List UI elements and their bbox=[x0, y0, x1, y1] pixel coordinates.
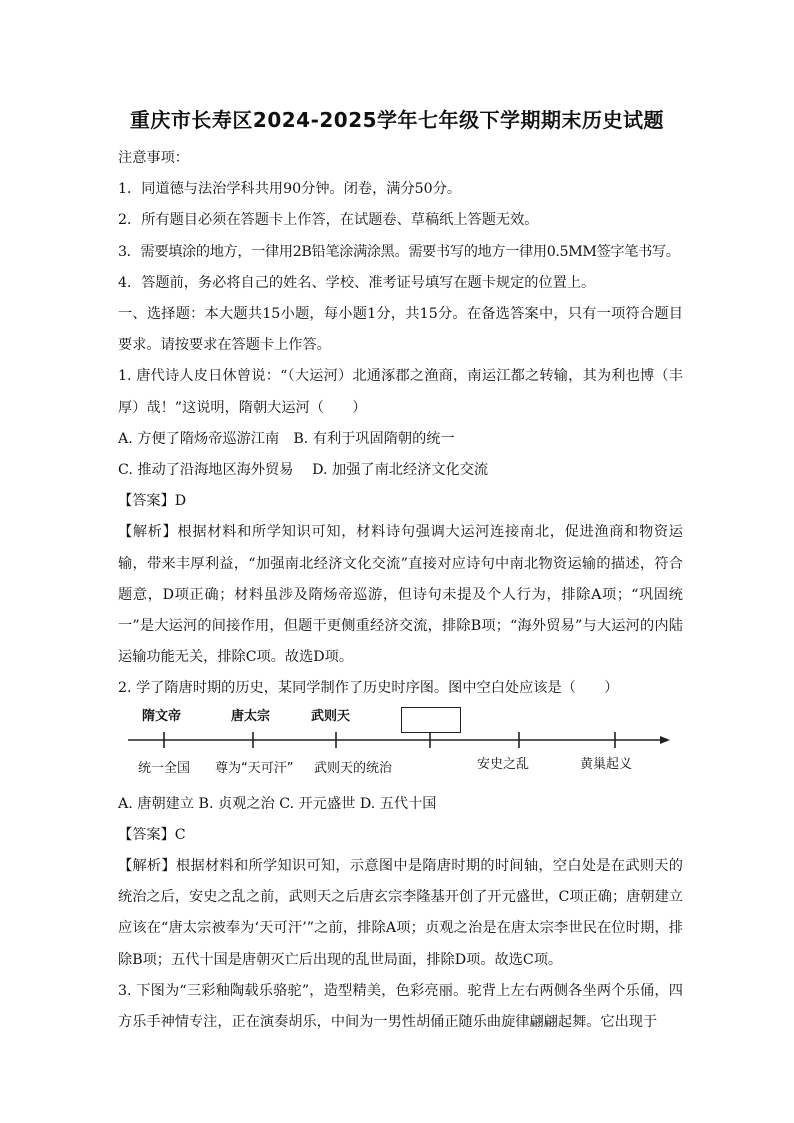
notice-item: 4．答题前，务必将自己的姓名、学校、准考证号填写在题卡规定的位置上。 bbox=[118, 274, 596, 291]
question-3-stem: 3. 下图为“三彩釉陶载乐骆驼”，造型精美，色彩亮丽。驼背上左右两侧各坐两个乐俑，四方乐手神情专注，正在演奏胡乐，中间为一男性胡俑正随乐曲旋律翩翩起舞。它出现于 bbox=[118, 982, 683, 1031]
question-1-options-row2: C. 推动了沿海地区海外贸易 D. 加强了南北经济文化交流 bbox=[118, 462, 489, 479]
question-1-stem: 1. 唐代诗人皮日休曾说：“（大运河）北通涿郡之渔商，南运江都之转输，其为利也博（丰厚）哉！”这说明，隋朝大运河（ ） bbox=[118, 368, 683, 416]
section-heading: 一、选择题：本大题共15小题，每小题1分，共15分。在备选答案中，只有一项符合题目要求。请按要求在答题卡上作答。 bbox=[118, 306, 683, 354]
timeline-label-bottom: 武则天的统治 bbox=[314, 760, 393, 776]
question-2-answer: 【答案】C bbox=[118, 826, 186, 843]
notice-heading: 注意事项： bbox=[118, 150, 189, 166]
timeline-label-top: 隋文帝 bbox=[142, 708, 182, 724]
timeline-label-bottom: 统一全国 bbox=[138, 760, 191, 776]
timeline-diagram bbox=[118, 709, 683, 789]
document-body bbox=[118, 143, 683, 1038]
document-title: 重庆市长寿区2024-2025学年七年级下学期期末历史试题 bbox=[129, 108, 665, 132]
timeline-axis bbox=[118, 727, 683, 753]
question-2-stem: 2. 学了隋唐时期的历史，某同学制作了历史时序图。图中空白处应该是（ ） bbox=[118, 680, 619, 697]
timeline-label-top: 武则天 bbox=[311, 708, 351, 724]
timeline-label-top: 唐太宗 bbox=[231, 708, 271, 724]
question-1-analysis: 【解析】根据材料和所学知识可知，材料诗句强调大运河连接南北，促进渔商和物资运输，带来丰厚利益，“加强南北经济文化交流”直接对应诗句中南北物资运输的描述，符合题意，D项正确；材料虽涉及隋炀帝巡游，但诗句未提及个人行为，排除A项；“巩固统一”是大运河的间接作用，但题干更侧重经济交流，排除B项；“海外贸易”与大运河的内陆运输功能无关，排除C项。故选D项。 bbox=[118, 524, 683, 666]
question-1-answer: 【答案】D bbox=[118, 493, 187, 510]
question-2-analysis: 【解析】根据材料和所学知识可知，示意图中是隋唐时期的时间轴，空白处是在武则天的统治之后，安史之乱之前，武则天之后唐玄宗李隆基开创了开元盛世，C项正确；唐朝建立应该在“唐太宗被奉为‘天可汗’”之前，排除A项；贞观之治是在唐太宗李世民在位时期，排除B项；五代十国是唐朝灭亡后出现的乱世局面，排除D项。故选C项。 bbox=[118, 858, 683, 968]
notice-item: 1．同道德与法治学科共用90分钟。闭卷，满分50分。 bbox=[118, 181, 462, 198]
timeline-label-bottom: 尊为“天可汗” bbox=[215, 760, 294, 776]
question-2-options: A. 唐朝建立 B. 贞观之治 C. 开元盛世 D. 五代十国 bbox=[118, 795, 437, 812]
timeline-label-bottom: 黄巢起义 bbox=[580, 756, 633, 772]
notice-item: 2．所有题目必须在答题卡上作答，在试题卷、草稿纸上答题无效。 bbox=[118, 212, 539, 229]
notice-item: 3．需要填涂的地方，一律用2B铅笔涂满涂黑。需要书写的地方一律用0.5MM签字笔书写。 bbox=[118, 243, 680, 260]
question-1-options-row1: A. 方便了隋炀帝巡游江南 B. 有利于巩固隋朝的统一 bbox=[118, 430, 455, 447]
timeline-label-bottom: 安史之乱 bbox=[477, 756, 530, 772]
